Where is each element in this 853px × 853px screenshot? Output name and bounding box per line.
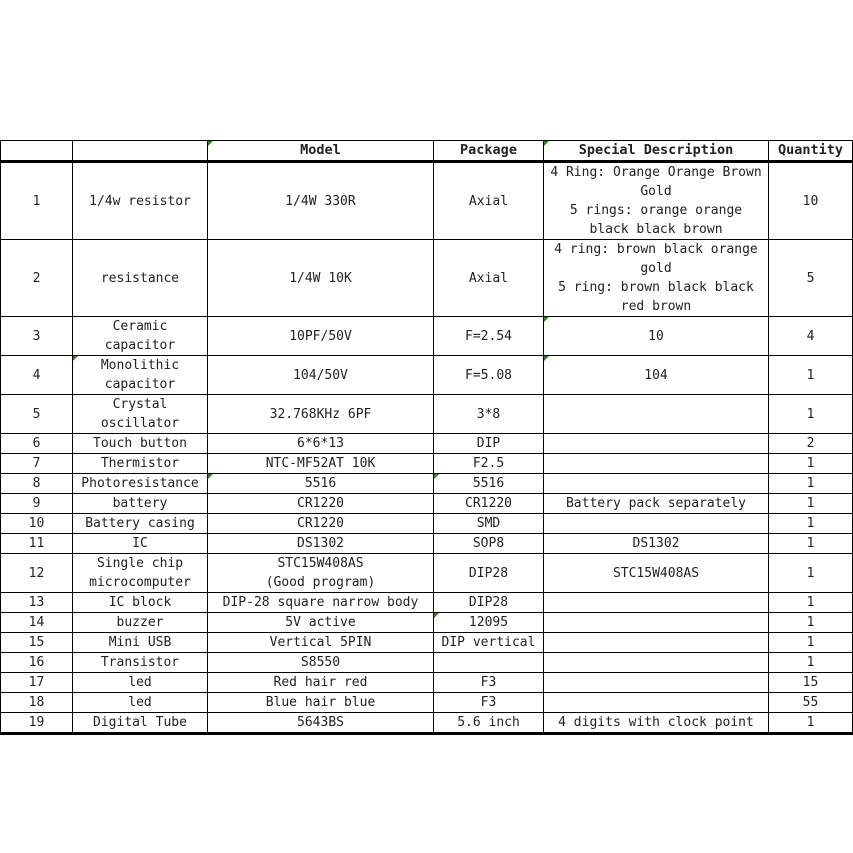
model-cell: 5516 — [208, 474, 434, 494]
quantity-cell: 1 — [769, 593, 853, 613]
part-name-cell: IC block — [73, 593, 208, 613]
package-cell: 3*8 — [434, 395, 544, 434]
model-cell: 32.768KHz 6PF — [208, 395, 434, 434]
special-description-cell — [544, 653, 769, 673]
model-cell: DIP-28 square narrow body — [208, 593, 434, 613]
header-quantity: Quantity — [769, 141, 853, 162]
special-description-cell — [544, 434, 769, 454]
package-cell: Axial — [434, 240, 544, 317]
row-number-cell: 10 — [1, 514, 73, 534]
model-cell: Blue hair blue — [208, 693, 434, 713]
part-name-cell: Mini USB — [73, 633, 208, 653]
model-cell: 1/4W 330R — [208, 162, 434, 240]
row-number-cell: 5 — [1, 395, 73, 434]
part-name-cell: 1/4w resistor — [73, 162, 208, 240]
row-number-cell: 7 — [1, 454, 73, 474]
header-model: Model — [208, 141, 434, 162]
package-cell: Axial — [434, 162, 544, 240]
part-name-cell: buzzer — [73, 613, 208, 633]
model-cell: DS1302 — [208, 534, 434, 554]
model-cell: Red hair red — [208, 673, 434, 693]
part-name-cell: Crystal oscillator — [73, 395, 208, 434]
table-row — [1, 474, 853, 494]
quantity-cell: 1 — [769, 514, 853, 534]
table-row — [1, 593, 853, 613]
special-description-cell: 10 — [544, 317, 769, 356]
special-description-cell — [544, 593, 769, 613]
package-cell: SOP8 — [434, 534, 544, 554]
table-row — [1, 240, 853, 317]
special-description-cell: 104 — [544, 356, 769, 395]
part-name-cell: Touch button — [73, 434, 208, 454]
special-description-cell — [544, 474, 769, 494]
header-description: Special Description — [544, 141, 769, 162]
quantity-cell: 2 — [769, 434, 853, 454]
table-row — [1, 554, 853, 593]
package-cell: 5.6 inch — [434, 713, 544, 734]
quantity-cell: 1 — [769, 613, 853, 633]
quantity-cell: 4 — [769, 317, 853, 356]
row-number-cell: 11 — [1, 534, 73, 554]
table-row — [1, 454, 853, 474]
table-row — [1, 693, 853, 713]
table-row — [1, 653, 853, 673]
part-name-cell: resistance — [73, 240, 208, 317]
header-row — [1, 141, 853, 162]
package-cell: SMD — [434, 514, 544, 534]
special-description-cell: 4 digits with clock point — [544, 713, 769, 734]
package-cell: 12095 — [434, 613, 544, 633]
row-number-cell: 6 — [1, 434, 73, 454]
special-description-cell — [544, 514, 769, 534]
model-cell: S8550 — [208, 653, 434, 673]
quantity-cell: 1 — [769, 356, 853, 395]
header-package: Package — [434, 141, 544, 162]
package-cell: F3 — [434, 673, 544, 693]
quantity-cell: 10 — [769, 162, 853, 240]
model-cell: CR1220 — [208, 494, 434, 514]
row-number-cell: 14 — [1, 613, 73, 633]
model-cell: 5V active — [208, 613, 434, 633]
table-row — [1, 534, 853, 554]
model-cell: Vertical 5PIN — [208, 633, 434, 653]
table-row — [1, 713, 853, 734]
table-row — [1, 317, 853, 356]
row-number-cell: 8 — [1, 474, 73, 494]
part-name-cell: IC — [73, 534, 208, 554]
quantity-cell: 1 — [769, 554, 853, 593]
quantity-cell: 55 — [769, 693, 853, 713]
package-cell: CR1220 — [434, 494, 544, 514]
special-description-cell — [544, 673, 769, 693]
special-description-cell — [544, 693, 769, 713]
quantity-cell: 1 — [769, 474, 853, 494]
special-description-cell — [544, 395, 769, 434]
table-row — [1, 356, 853, 395]
row-number-cell: 13 — [1, 593, 73, 613]
special-description-cell — [544, 454, 769, 474]
row-number-cell: 17 — [1, 673, 73, 693]
quantity-cell: 15 — [769, 673, 853, 693]
package-cell: F2.5 — [434, 454, 544, 474]
part-name-cell: Digital Tube — [73, 713, 208, 734]
table-row — [1, 613, 853, 633]
row-number-cell: 9 — [1, 494, 73, 514]
package-cell: DIP28 — [434, 554, 544, 593]
special-description-cell — [544, 633, 769, 653]
special-description-cell: DS1302 — [544, 534, 769, 554]
table-row — [1, 162, 853, 240]
model-cell: 6*6*13 — [208, 434, 434, 454]
model-cell: CR1220 — [208, 514, 434, 534]
quantity-cell: 1 — [769, 633, 853, 653]
part-name-cell: led — [73, 673, 208, 693]
package-cell: DIP28 — [434, 593, 544, 613]
special-description-cell: 4 Ring: Orange Orange Brown Gold 5 rings: orange orange black black brown — [544, 162, 769, 240]
special-description-cell: Battery pack separately — [544, 494, 769, 514]
row-number-cell: 15 — [1, 633, 73, 653]
row-number-cell: 12 — [1, 554, 73, 593]
table-row — [1, 434, 853, 454]
package-cell: F=5.08 — [434, 356, 544, 395]
part-name-cell: Single chip microcomputer — [73, 554, 208, 593]
row-number-cell: 16 — [1, 653, 73, 673]
header-name — [73, 141, 208, 162]
quantity-cell: 1 — [769, 494, 853, 514]
quantity-cell: 5 — [769, 240, 853, 317]
model-cell: 1/4W 10K — [208, 240, 434, 317]
row-number-cell: 19 — [1, 713, 73, 734]
row-number-cell: 1 — [1, 162, 73, 240]
quantity-cell: 1 — [769, 713, 853, 734]
model-cell: 104/50V — [208, 356, 434, 395]
special-description-cell: 4 ring: brown black orange gold 5 ring: brown black black red brown — [544, 240, 769, 317]
part-name-cell: Photoresistance — [73, 474, 208, 494]
package-cell — [434, 653, 544, 673]
part-name-cell: battery — [73, 494, 208, 514]
special-description-cell: STC15W408AS — [544, 554, 769, 593]
table-row — [1, 514, 853, 534]
model-cell: 10PF/50V — [208, 317, 434, 356]
model-cell: 5643BS — [208, 713, 434, 734]
parts-table — [0, 140, 853, 735]
row-number-cell: 4 — [1, 356, 73, 395]
special-description-cell — [544, 613, 769, 633]
part-name-cell: Transistor — [73, 653, 208, 673]
part-name-cell: Monolithic capacitor — [73, 356, 208, 395]
model-cell: STC15W408AS (Good program) — [208, 554, 434, 593]
row-number-cell: 2 — [1, 240, 73, 317]
part-name-cell: Thermistor — [73, 454, 208, 474]
package-cell: F3 — [434, 693, 544, 713]
model-cell: NTC-MF52AT 10K — [208, 454, 434, 474]
part-name-cell: led — [73, 693, 208, 713]
header-no — [1, 141, 73, 162]
table-row — [1, 633, 853, 653]
table-row — [1, 494, 853, 514]
row-number-cell: 3 — [1, 317, 73, 356]
quantity-cell: 1 — [769, 534, 853, 554]
package-cell: F=2.54 — [434, 317, 544, 356]
package-cell: DIP — [434, 434, 544, 454]
package-cell: 5516 — [434, 474, 544, 494]
part-name-cell: Ceramic capacitor — [73, 317, 208, 356]
table-row — [1, 395, 853, 434]
quantity-cell: 1 — [769, 653, 853, 673]
quantity-cell: 1 — [769, 395, 853, 434]
table-row — [1, 673, 853, 693]
row-number-cell: 18 — [1, 693, 73, 713]
part-name-cell: Battery casing — [73, 514, 208, 534]
package-cell: DIP vertical — [434, 633, 544, 653]
quantity-cell: 1 — [769, 454, 853, 474]
